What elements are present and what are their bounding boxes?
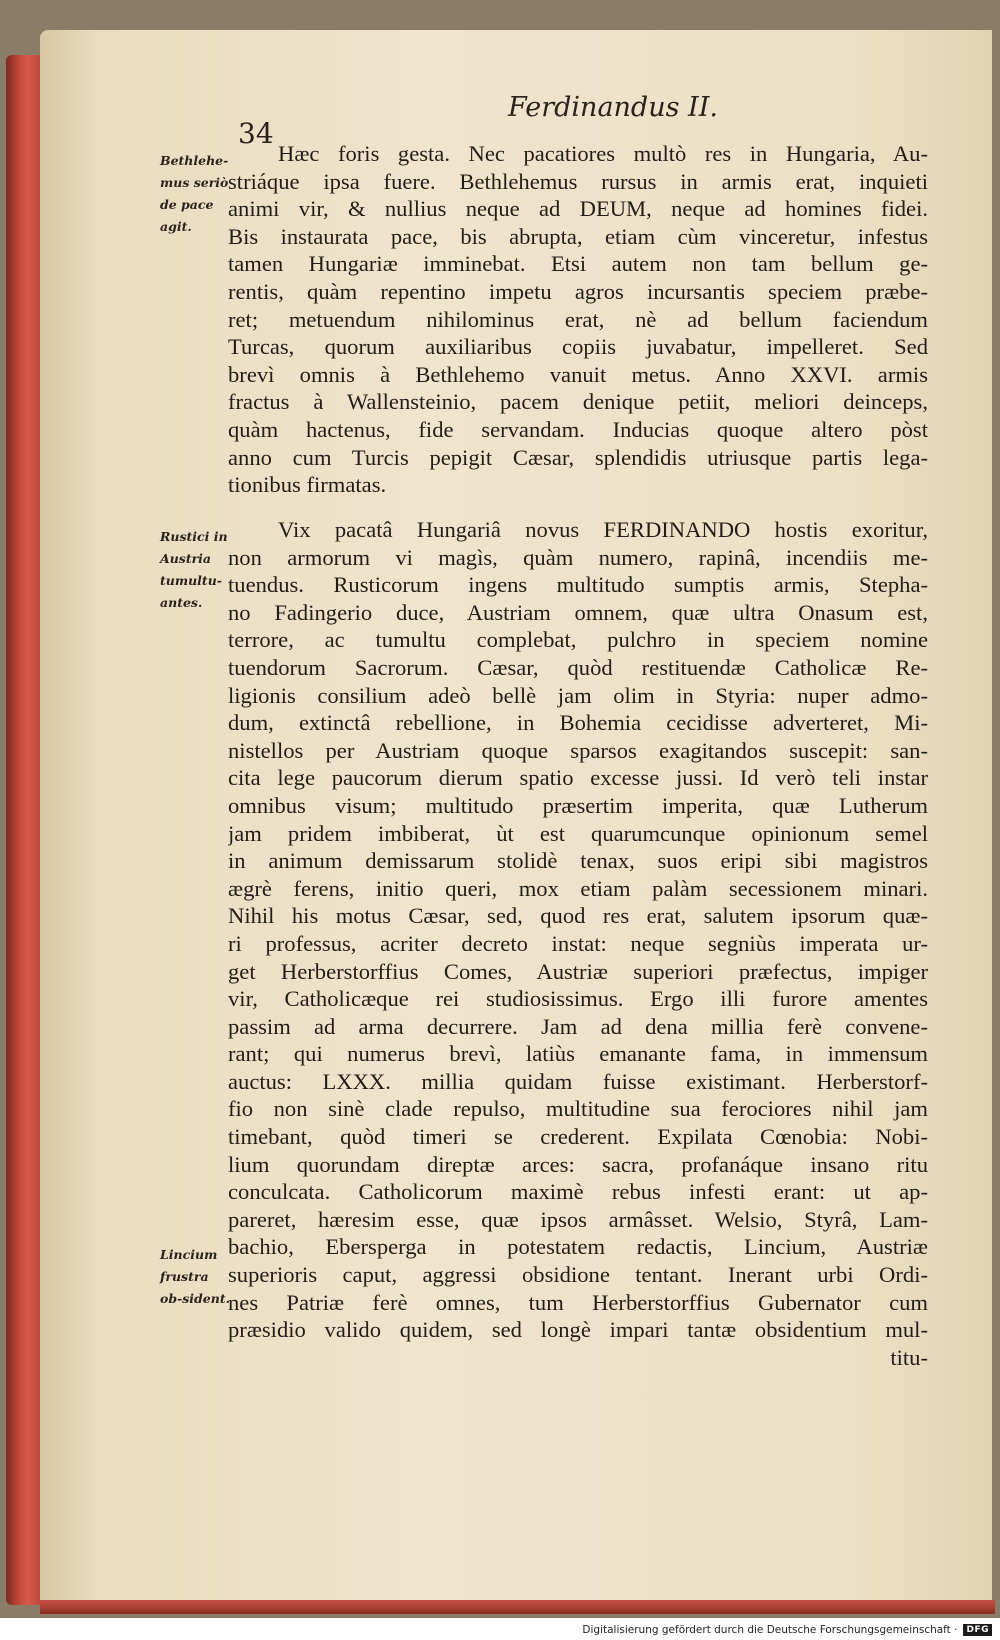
- text-line: conculcata. Catholicorum maximè rebus infesti erant: ut ap-: [228, 1179, 928, 1205]
- text-line: omnibus visum; multitudo præsertim imperita, quæ Lutherum: [228, 792, 928, 818]
- text-line: jam pridem imbiberat, ùt est quarumcunque opinionum semel: [228, 820, 928, 846]
- catchword: titu-: [890, 1344, 928, 1370]
- text-line: non armorum vi magìs, quàm numero, rapinâ, incendiis me-: [228, 544, 928, 570]
- dfg-logo: DFG: [963, 1624, 992, 1636]
- text-line: passim ad arma decurrere. Jam ad dena millia ferè convene-: [228, 1013, 928, 1039]
- text-line: superioris caput, aggressi obsidione tentant. Inerant urbi Ordi-: [228, 1262, 928, 1288]
- text-line: no Fadingerio duce, Austriam omnem, quæ ultra Onasum est,: [228, 599, 928, 625]
- text-line: cita lege paucorum dierum spatio excesse jussi. Id verò teli instar: [228, 765, 928, 791]
- page-number: 34: [238, 117, 274, 150]
- text-line: tuendorum Sacrorum. Cæsar, quòd restituendæ Catholicæ Re-: [228, 654, 928, 680]
- text-line: bachio, Ebersperga in potestatem redactis, Lincium, Austriæ: [228, 1234, 928, 1260]
- running-head: Ferdinandus II.: [508, 92, 718, 123]
- margin-note-bethlehemus: Bethlehe-mus seriò de pace agit.: [160, 153, 229, 234]
- text-line: tionibus firmatas.: [228, 472, 387, 498]
- text-line: dum, extinctâ rebellione, in Bohemia cecidisse adverteret, Mi-: [228, 710, 928, 736]
- digitization-footer: [582, 1624, 992, 1636]
- text-line: Turcas, quorum auxiliaribus copiis juvabatur, impelleret. Sed: [228, 334, 928, 360]
- text-line: in animum demissarum stolidè tenax, suos eripi sibi magistros: [228, 848, 928, 874]
- text-line: nes Patriæ ferè omnes, tum Herberstorffius Gubernator cum: [228, 1289, 928, 1315]
- page-bottom-edge: [40, 1600, 995, 1614]
- text-line: striáque ipsa fuere. Bethlehemus rursus in armis erat, inquieti: [228, 168, 928, 194]
- text-line: ligionis consilium adeò bellè jam olim in Styria: nuper admo-: [228, 682, 928, 708]
- margin-note-rustici: Rustici in Austria tumultu-antes.: [160, 529, 228, 610]
- paragraph-2: [228, 516, 928, 1371]
- text-line: lium quorundam direptæ arces: sacra, profanáque insano ritu: [228, 1151, 928, 1177]
- paragraph-1: [228, 140, 928, 499]
- text-line: anno cum Turcis pepigit Cæsar, splendidis utriusque partis lega-: [228, 444, 928, 470]
- text-line: Hæc foris gesta. Nec pacatiores multò res in Hungaria, Au-: [278, 141, 928, 166]
- text-line: ri professus, acriter decreto instat: neque segniùs imperata ur-: [228, 930, 928, 956]
- text-line: get Herberstorffius Comes, Austriæ superiori præfectus, impiger: [228, 958, 928, 984]
- text-line: præsidio valido quidem, sed longè impari tantæ obsidentium mul-: [228, 1317, 928, 1343]
- page-edge-red: [6, 55, 42, 1605]
- text-line: fractus à Wallensteinio, pacem denique petiit, meliori deinceps,: [228, 389, 928, 415]
- text-line: pareret, hæresim esse, quæ ipsos armâsset. Welsio, Styrâ, Lam-: [228, 1206, 928, 1232]
- text-line: Bis instaurata pace, bis abrupta, etiam cùm vinceretur, infestus: [228, 223, 928, 249]
- text-line: tuendus. Rusticorum ingens multitudo sumptis armis, Stepha-: [228, 572, 928, 598]
- text-line: auctus: LXXX. millia quidam fuisse existimant. Herberstorf-: [228, 1068, 928, 1094]
- text-line: brevì omnis à Bethlehemo vanuit metus. Anno XXVI. armis: [228, 361, 928, 387]
- margin-note-lincium: Lincium frustra ob-sident.: [160, 1247, 230, 1306]
- text-line: quàm hactenus, fide servandam. Inducias quoque altero pòst: [228, 416, 928, 442]
- text-line: ægrè ferens, initio queri, mox etiam palàm secessionem minari.: [228, 875, 928, 901]
- text-line: tamen Hungariæ imminebat. Etsi autem non tam bellum ge-: [228, 251, 928, 277]
- footer-text: Digitalisierung gefördert durch die Deutsche Forschungsgemeinschaft ·: [582, 1624, 958, 1636]
- text-line: Nihil his motus Cæsar, sed, quod res erat, salutem ipsorum quæ-: [228, 903, 928, 929]
- text-line: terrore, ac tumultu complebat, pulchro in speciem nomine: [228, 627, 928, 653]
- text-line: fio non sinè clade repulso, multitudine sua ferociores nihil jam: [228, 1096, 928, 1122]
- text-line: nistellos per Austriam quoque sparsos exagitandos suscepit: san-: [228, 737, 928, 763]
- text-line: vir, Catholicæque rei studiosissimus. Ergo illi furore amentes: [228, 986, 928, 1012]
- text-line: animi vir, & nullius neque ad DEUM, neque ad homines fidei.: [228, 196, 928, 222]
- text-line: timebant, quòd timeri se crederent. Expilata Cœnobia: Nobi-: [228, 1124, 928, 1150]
- text-line: ret; metuendum nihilominus erat, nè ad bellum faciendum: [228, 306, 928, 332]
- text-line: rentis, quàm repentino impetu agros incursantis speciem præbe-: [228, 278, 928, 304]
- text-line: rant; qui numerus brevì, latiùs emanante fama, in immensum: [228, 1041, 928, 1067]
- text-line: Vix pacatâ Hungariâ novus FERDINANDO hostis exoritur,: [278, 517, 928, 542]
